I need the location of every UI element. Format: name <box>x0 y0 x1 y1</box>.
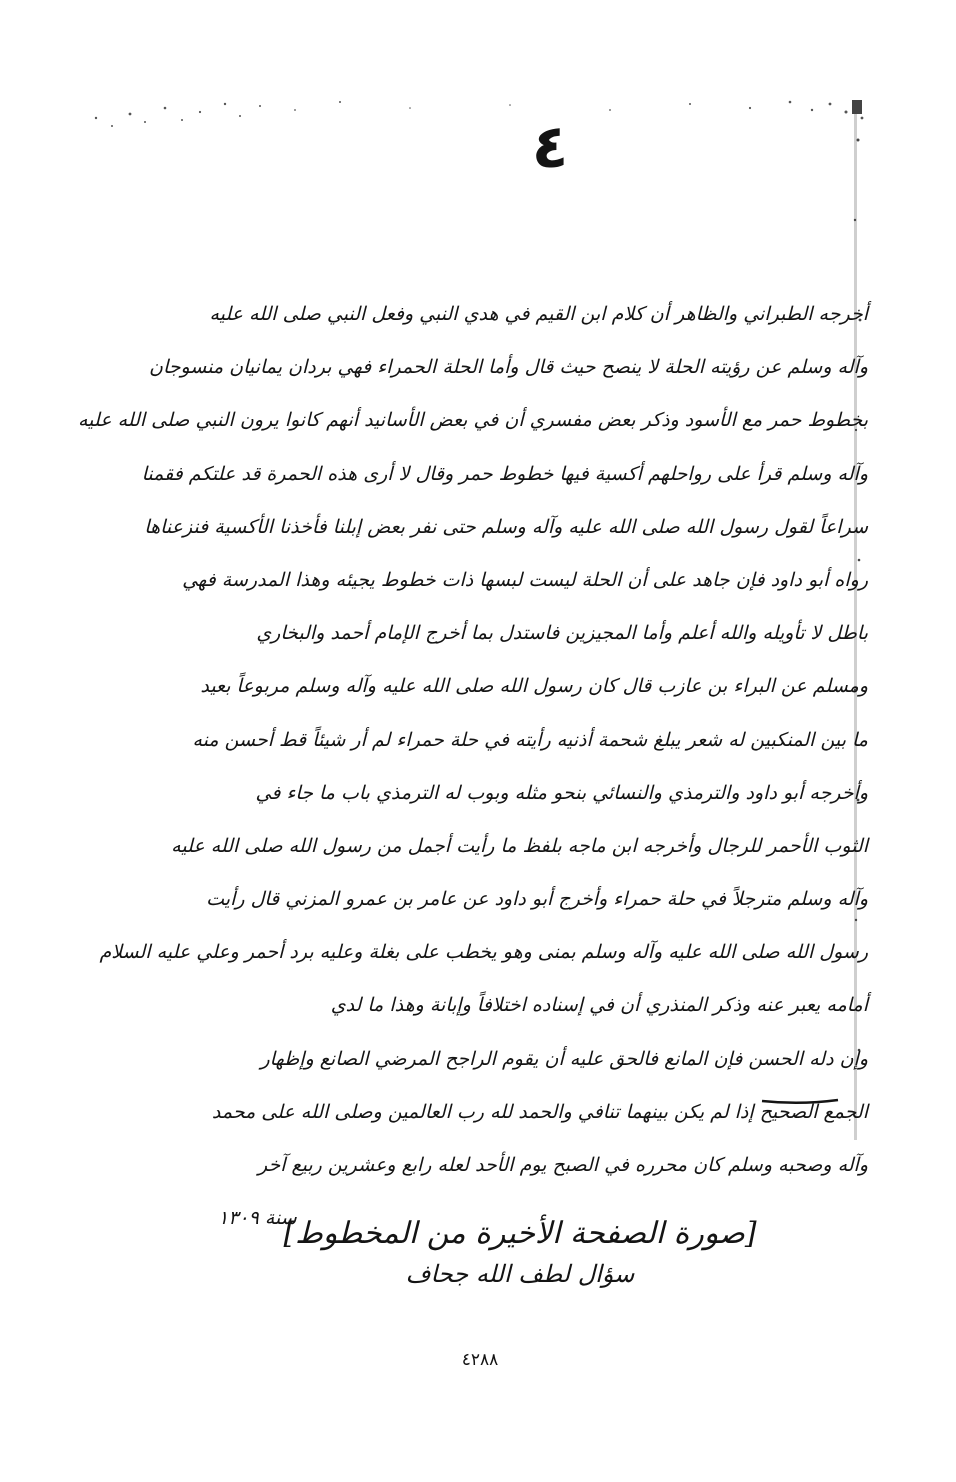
manuscript-line: أخرجه الطبراني والظاهر أن كلام ابن القيم في هدي النبي وفعل النبي صلى الله عليه <box>209 303 868 325</box>
manuscript-line: وآله وصحبه وسلم كان محرره في الصبح يوم الأحد لعله رابع وعشرين ربيع آخر <box>257 1154 868 1176</box>
scan-noise-top <box>90 96 870 136</box>
manuscript-line: ومسلم عن البراء بن عازب قال كان رسول الله صلى الله عليه وآله وسلم مربوعاً بعيد <box>200 675 868 698</box>
folio-number: ٤ <box>531 112 569 182</box>
image-caption <box>270 1212 770 1292</box>
caption-subtitle: سؤال لطف الله جحاف <box>405 1260 635 1288</box>
underline-mark <box>760 1096 840 1106</box>
manuscript-line: ما بين المنكبين له شعر يبلغ شحمة أذنيه رأيته في حلة حمراء لم أر شيئاً قط أحسن منه <box>192 728 868 751</box>
manuscript-line: وأخرجه أبو داود والترمذي والنسائي بنحو مثله وبوب له الترمذي باب ما جاء في <box>255 781 868 804</box>
manuscript-date-line: سنة ١٣٠٩ <box>218 1207 297 1230</box>
manuscript-line: وآله وسلم قرأ على رواحلهم أكسية فيها خطوط حمر وقال لا أرى هذه الحمرة قد علتكم فقمنا <box>141 462 868 485</box>
manuscript-line: باطل لا تأويله والله أعلم وأما المجيزين فاستدل بما أخرج الإمام أحمد والبخاري <box>256 622 868 645</box>
manuscript-line: الثوب الأحمر للرجال وأخرجه ابن ماجه بلفظ ما رأيت أجمل من رسول الله صلى الله عليه <box>171 834 868 857</box>
manuscript-line: بخطوط حمر مع الأسود وذكر بعض مفسري أن في بعض الأسانيد أنهم كانوا يرون النبي صلى الله عليه <box>78 409 868 432</box>
manuscript-line: وآله وسلم عن رؤيته الحلة لا ينصح حيث قال وأما الحلة الحمراء فهي بردان يمانيان منسوجان <box>148 356 868 379</box>
manuscript-line: رواه أبو داود فإن جاهد على أن الحلة ليست لبسها ذات خطوط يجيئه وهذا المدرسة فهي <box>182 568 868 591</box>
manuscript-line: الجمع الصحيح إذا لم يكن بينهما تنافي والحمد لله رب العالمين وصلى الله على محمد <box>211 1100 868 1123</box>
page-number: ٤٢٨٨ <box>461 1350 499 1370</box>
caption-title: [صورة الصفحة الأخيرة من المخطوط] <box>283 1216 757 1251</box>
manuscript-line: وإن دله الحسن فإن المانع فالحق عليه أن يقوم الراجح المرضي الصانع وإظهار <box>260 1047 868 1070</box>
manuscript-line: وآله وسلم مترجلاً في حلة حمراء وأخرج أبو داود عن عامر بن عمرو المزني قال رأيت <box>206 888 868 911</box>
manuscript-line: رسول الله صلى الله عليه وآله وسلم بمنى وهو يخطب على بغلة وعليه برد أحمر وعلي عليه السلام <box>99 941 868 964</box>
manuscript-line: سراعاً لقول رسول الله صلى الله عليه وآله وسلم حتى نفر بعض إبلنا فأخذنا الأكسية فنزعناها <box>144 515 868 538</box>
manuscript-line: أمامه يعبر عنه وذكر المنذري أن في إسناده اختلافاً وإبانة وهذا ما لدي <box>330 994 868 1017</box>
